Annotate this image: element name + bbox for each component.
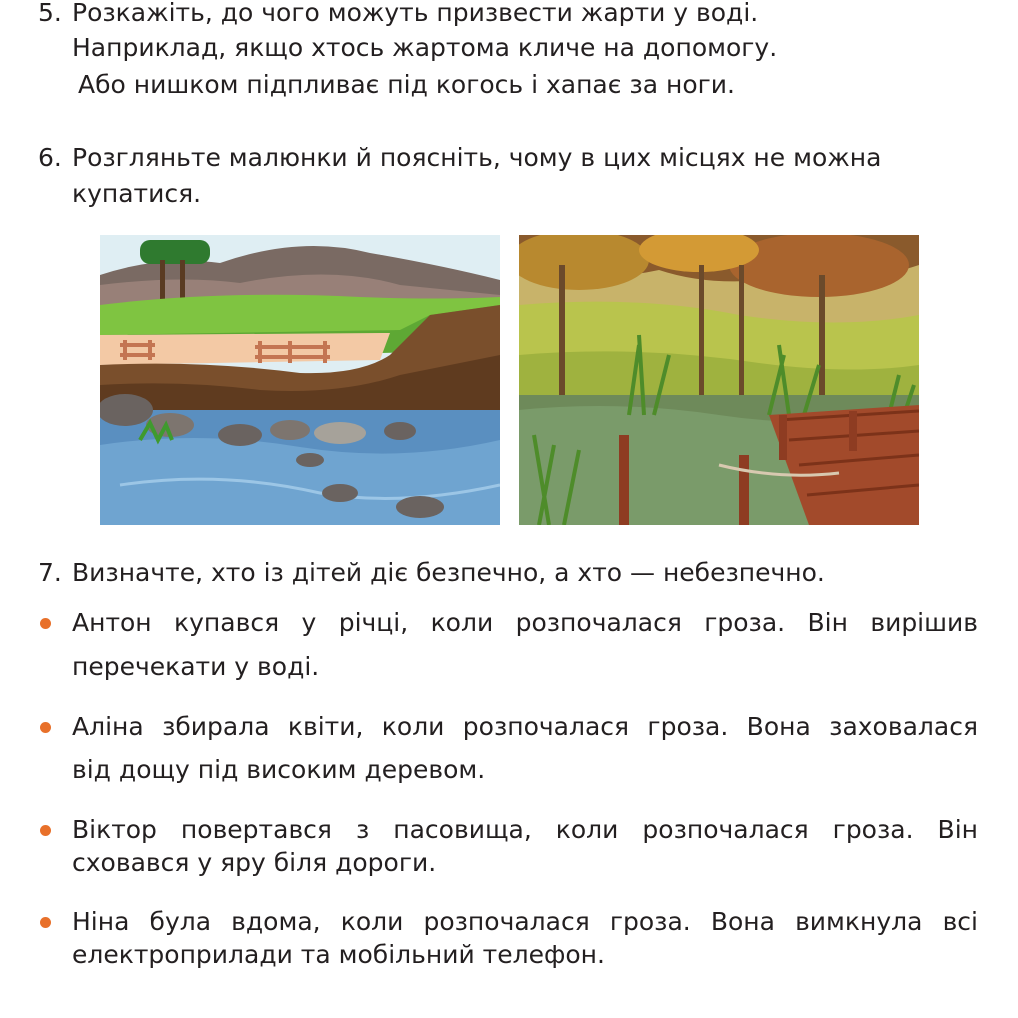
item-1-text-1: Антон купався у річці, коли розпочалася гроза. Він вирішив: [72, 608, 978, 637]
bullet-icon: [40, 618, 51, 629]
swamp-with-wooden-pier-icon: [519, 235, 919, 525]
task-6-text-1: Розгляньте малюнки й поясніть, чому в цих місцях не можна: [72, 143, 882, 172]
bullet-icon: [40, 825, 51, 836]
task-6-text-2: купатися.: [72, 179, 202, 208]
item-1-text-2: перечекати у воді.: [72, 652, 320, 681]
bullet-icon: [40, 722, 51, 733]
river-with-stones-icon: [100, 235, 500, 525]
item-3-text-2: сховався у яру біля дороги.: [72, 848, 437, 877]
item-2-text-1: Аліна збирала квіти, коли розпочалася гроза. Вона заховалася: [72, 712, 978, 741]
task-7-number: 7.: [38, 558, 62, 587]
item-2-text-2: від дощу під високим деревом.: [72, 755, 486, 784]
item-4-text-1: Ніна була вдома, коли розпочалася гроза. Вона вимкнула всі: [72, 907, 978, 936]
task-5-number: 5.: [38, 0, 62, 27]
item-4-text-2: електроприлади та мобільний телефон.: [72, 940, 605, 969]
task-5-text-2: Наприклад, якщо хтось жартома кличе на допомогу.: [72, 33, 778, 62]
task-7-title: Визначте, хто із дітей діє безпечно, а хто — небезпечно.: [72, 558, 825, 587]
river-illustration: [100, 235, 500, 525]
task-5-text-3: Або нишком підпливає під когось і хапає за ноги.: [78, 70, 735, 99]
task-5-text-1: Розкажіть, до чого можуть призвести жарти у воді.: [72, 0, 759, 27]
task-6-number: 6.: [38, 143, 62, 172]
item-3-text-1: Віктор повертався з пасовища, коли розпочалася гроза. Він: [72, 815, 978, 844]
swamp-illustration: [519, 235, 919, 525]
bullet-icon: [40, 917, 51, 928]
